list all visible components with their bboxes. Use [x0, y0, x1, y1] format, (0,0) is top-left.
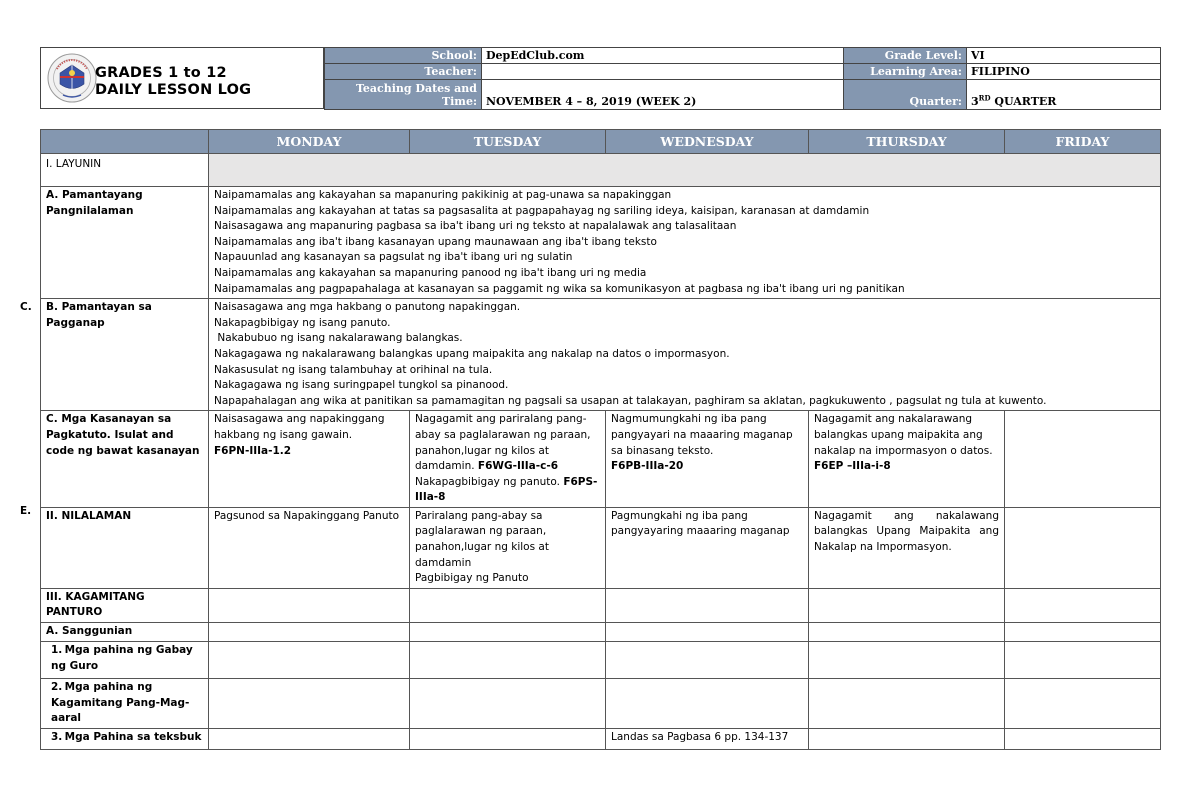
deped-seal-icon [47, 53, 97, 103]
kagamitan-cell [1005, 588, 1161, 622]
quarter-value [967, 80, 1161, 110]
layunin-row [41, 154, 1161, 187]
kasanayan-thursday-text: Nagagamit ang nakalarawang balangkas upang maipakita ang nakalap na impormasyon o datos. [814, 413, 993, 457]
kasanayan-tuesday-text-2: Nakapagbibigay ng panuto. [415, 475, 560, 488]
sanggunian-row [41, 623, 1161, 642]
nilalaman-monday: Pagsunod sa Napakinggang Panuto [209, 507, 410, 588]
kasanayan-wednesday-text: Nagmumungkahi ng iba pang pangyayari na maaaring maganap sa binasang teksto. [611, 413, 793, 457]
day-tuesday: TUESDAY [410, 130, 606, 154]
kasanayan-row [41, 411, 1161, 508]
sanggunian-label: A. Sanggunian [41, 623, 209, 642]
school-value: DepEdClub.com [482, 48, 844, 64]
pamantayang-content [209, 187, 1161, 299]
gabay-cell [410, 642, 606, 679]
grade-level-label: Grade Level: [844, 48, 967, 64]
gabay-cell [209, 642, 410, 679]
gabay-number: 1. [51, 644, 63, 657]
pamantayang-line: Napauunlad ang kasanayan sa pagsulat ng iba't ibang uri ng sulatin [214, 251, 573, 264]
pagganap-line: Nakagagawa ng isang suringpapel tungkol sa pinanood. [214, 379, 509, 392]
sanggunian-cell [809, 623, 1005, 642]
margin-letter-e: E. [20, 505, 32, 517]
day-wednesday: WEDNESDAY [606, 130, 809, 154]
kasanayan-tuesday-code: F6WG-IIIa-c-6 [477, 460, 559, 473]
kagamitan-cell [606, 588, 809, 622]
pagganap-line: Nakasusulat ng isang talambuhay at orihinal na tula. [214, 363, 493, 376]
kagamitan-cell [410, 588, 606, 622]
kasanayan-tuesday-text: Nagagamit ang pariralang pang-abay sa paglalarawan ng paraan, panahon,lugar ng kilos at damdamin. [415, 413, 591, 473]
gabay-cell [1005, 642, 1161, 679]
gabay-cell [809, 642, 1005, 679]
kasanayan-monday-code: F6PN-IIIa-1.2 [214, 444, 292, 457]
pagganap-line: Nakagagawa ng nakalarawang balangkas upang maipakita ang nakalap na datos o impormasyon. [214, 347, 730, 360]
lesson-log-table [40, 129, 1161, 750]
nilalaman-friday [1005, 507, 1161, 588]
kasanayan-tuesday-code-2: F6PS-IIIa-8 [415, 475, 598, 504]
nilalaman-label: II. NILALAMAN [41, 507, 209, 588]
kasanayan-tuesday [410, 411, 606, 508]
pagganap-line: Naisasagawa ang mga hakbang o panutong napakinggan. [214, 301, 521, 314]
kagamitan-mag-text: Mga pahina ng Kagamitang Pang-Mag-aaral [51, 681, 190, 725]
day-header-row [41, 130, 1161, 154]
teksbuk-label [41, 728, 209, 749]
margin-letter-c: C. [20, 301, 32, 313]
layunin-content [209, 154, 1161, 187]
kagamitan-label: III. KAGAMITANG PANTURO [41, 588, 209, 622]
gabay-cell [606, 642, 809, 679]
teksbuk-cell [410, 728, 606, 749]
sanggunian-cell [1005, 623, 1161, 642]
pagganap-label: B. Pamantayan sa Pagganap [41, 299, 209, 411]
kagamitan-mag-cell [606, 679, 809, 729]
day-monday: MONDAY [209, 130, 410, 154]
teacher-label: Teacher: [325, 64, 482, 80]
teaching-dates-value: NOVEMBER 4 – 8, 2019 (WEEK 2) [482, 80, 844, 110]
day-friday: FRIDAY [1005, 130, 1161, 154]
header-info-table [324, 47, 1161, 110]
kagamitan-mag-label [41, 679, 209, 729]
nilalaman-wednesday: Pagmungkahi ng iba pang pangyayaring maaaring maganap [606, 507, 809, 588]
teksbuk-wednesday: Landas sa Pagbasa 6 pp. 134-137 [606, 728, 809, 749]
kagamitan-mag-cell [410, 679, 606, 729]
teksbuk-text: Mga Pahina sa teksbuk [64, 730, 202, 743]
kasanayan-label: C. Mga Kasanayan sa Pagkatuto. Isulat and code ng bawat kasanayan [41, 411, 209, 508]
kasanayan-monday-text: Naisasagawa ang napakinggang hakbang ng isang gawain. [214, 413, 385, 441]
pamantayang-label: A. Pamantayang Pangnilalaman [41, 187, 209, 299]
kasanayan-thursday [809, 411, 1005, 508]
pamantayang-line: Naipamamalas ang kakayahan sa mapanuring panood ng iba't ibang uri ng media [214, 266, 647, 279]
nilalaman-tuesday-text-2: Pagbibigay ng Panuto [415, 572, 529, 585]
kagamitan-row [41, 588, 1161, 622]
nilalaman-thursday: Nagagamit ang nakalawang balangkas Upang Maipakita ang Nakalap na Impormasyon. [809, 507, 1005, 588]
gabay-text: Mga pahina ng Gabay ng Guro [51, 644, 193, 672]
sanggunian-cell [209, 623, 410, 642]
nilalaman-tuesday [410, 507, 606, 588]
kasanayan-thursday-code: F6EP –IIIa-i-8 [814, 460, 891, 473]
nilalaman-row [41, 507, 1161, 588]
kasanayan-wednesday [606, 411, 809, 508]
pamantayang-row [41, 187, 1161, 299]
kagamitan-cell [209, 588, 410, 622]
pagganap-line: Nakapagbibigay ng isang panuto. [214, 316, 391, 329]
pamantayang-line: Naipamamalas ang pagpapahalaga at kasanayan sa paggamit ng wika sa komunikasyon at pagbasa ng iba't ibang uri ng panitikan [214, 282, 905, 295]
layunin-label: I. LAYUNIN [41, 154, 209, 187]
gabay-row [41, 642, 1161, 679]
day-header-blank [41, 130, 209, 154]
pagganap-row [41, 299, 1161, 411]
quarter-number: 3 [971, 95, 979, 108]
pamantayang-line: Naisasagawa ang mapanuring pagbasa sa iba't ibang uri ng teksto at napalalawak ang talasalitaan [214, 220, 737, 233]
kagamitan-mag-number: 2. [51, 681, 63, 694]
quarter-suffix: RD [978, 93, 991, 103]
pamantayang-line: Naipamamalas ang iba't ibang kasanayan upang maunawaan ang iba't ibang teksto [214, 235, 657, 248]
kagamitan-mag-cell [809, 679, 1005, 729]
kagamitan-mag-cell [1005, 679, 1161, 729]
dates-label-line-2: Time: [441, 95, 477, 108]
kasanayan-wednesday-code: F6PB-IIIa-20 [611, 460, 684, 473]
teksbuk-cell [1005, 728, 1161, 749]
pamantayang-line: Naipamamalas ang kakayahan sa mapanuring pakikinig at pag-unawa sa napakinggan [214, 189, 672, 201]
teksbuk-number: 3. [51, 730, 63, 743]
learning-area-label: Learning Area: [844, 64, 967, 80]
teacher-value [482, 64, 844, 80]
teksbuk-cell [209, 728, 410, 749]
school-label: School: [325, 48, 482, 64]
document-title [95, 65, 251, 99]
kasanayan-monday [209, 411, 410, 508]
title-line-2: DAILY LESSON LOG [95, 82, 252, 98]
gabay-label [41, 642, 209, 679]
pagganap-line: Napapahalagan ang wika at panitikan sa pamamagitan ng pagsali sa usapan at talakayan, paghiram sa aklatan, pagkukuwento , pagsulat ng tula at kuwento. [214, 394, 1047, 407]
kagamitan-cell [809, 588, 1005, 622]
learning-area-value: FILIPINO [967, 64, 1161, 80]
title-line-1: GRADES 1 to 12 [95, 65, 227, 81]
pamantayang-line: Naipamamalas ang kakayahan at tatas sa pagsasalita at pagpapahayag ng sariling ideya, kaisipan, karanasan at damdamin [214, 204, 870, 217]
pagganap-line: Nakabubuo ng isang nakalarawang balangkas. [214, 332, 463, 345]
nilalaman-tuesday-text: Pariralang pang-abay sa paglalarawan ng paraan, panahon,lugar ng kilos at damdamin [415, 509, 549, 569]
quarter-label: Quarter: [844, 80, 967, 110]
dates-label-line-1: Teaching Dates and [355, 82, 477, 95]
sanggunian-cell [606, 623, 809, 642]
sanggunian-cell [410, 623, 606, 642]
grade-level-value: VI [967, 48, 1161, 64]
kagamitan-mag-row [41, 679, 1161, 729]
header-title-block [40, 47, 324, 109]
kasanayan-friday [1005, 411, 1161, 508]
day-thursday: THURSDAY [809, 130, 1005, 154]
quarter-word: QUARTER [990, 95, 1057, 108]
kagamitan-mag-cell [209, 679, 410, 729]
teaching-dates-label [325, 80, 482, 110]
teksbuk-cell [809, 728, 1005, 749]
teksbuk-row [41, 728, 1161, 749]
pagganap-content [209, 299, 1161, 411]
